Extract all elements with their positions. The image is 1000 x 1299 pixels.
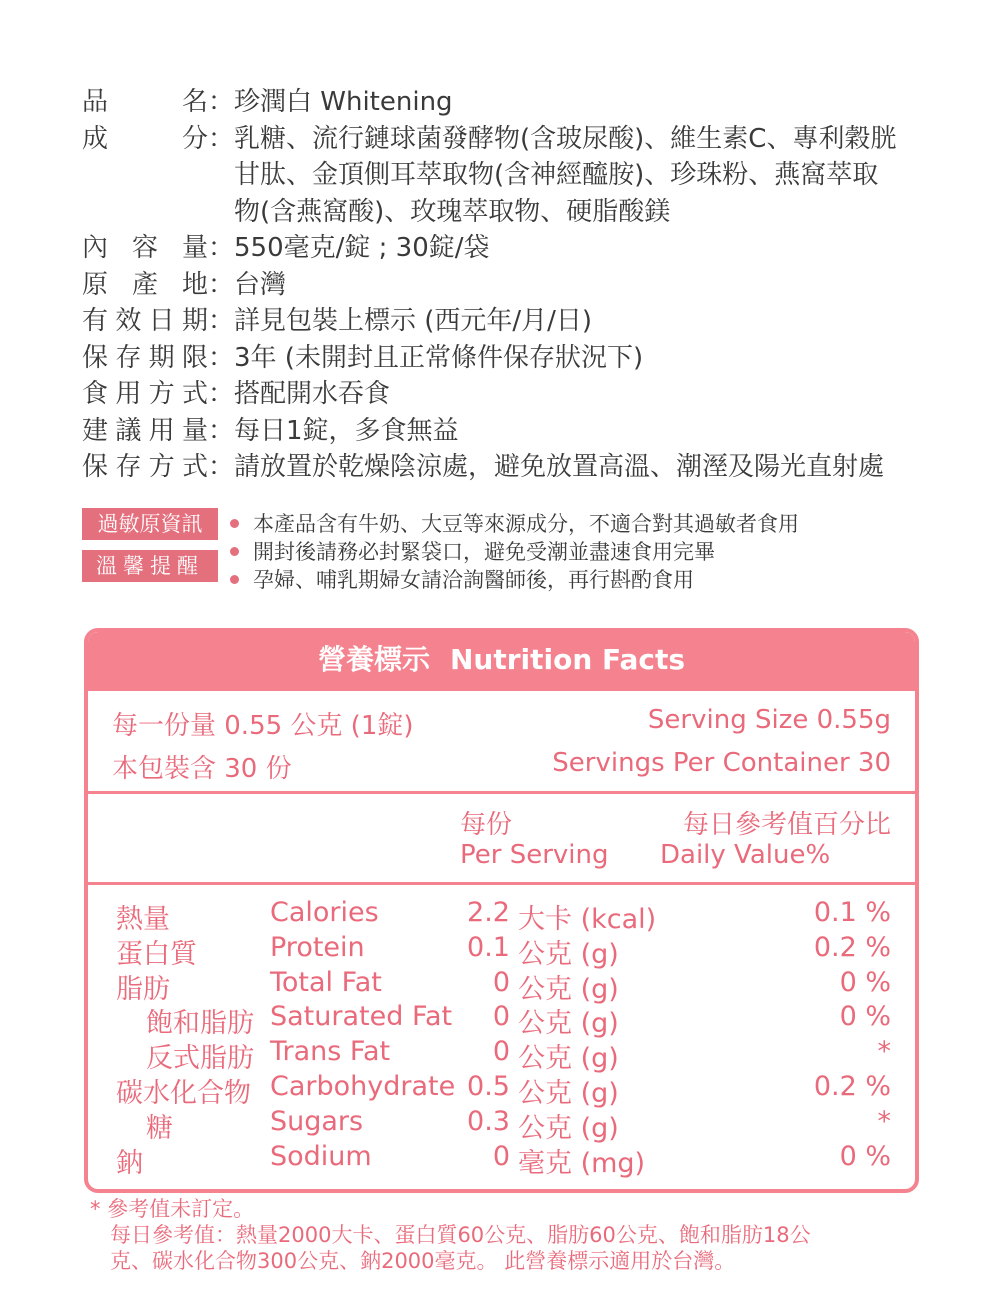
info-label [82,449,208,486]
servings-per-container-en: Servings Per Container 30 [552,748,891,778]
bullet-icon [230,575,239,584]
info-label-char: 成 [82,123,109,154]
info-colon: ： [208,415,235,446]
info-value-line: 3年 (未開封且正常條件保存狀況下) [234,342,644,373]
nutrient-name-zh: 碳水化合物 [116,1077,251,1109]
info-row [82,340,942,377]
footnote-line: 每日參考值：熱量2000大卡、蛋白質60公克、脂肪60公克、飽和脂肪18公 [110,1223,811,1247]
nutrient-amount: 0 [492,1140,510,1172]
nutrient-name-zh: 蛋白質 [116,938,197,970]
info-row [82,267,942,304]
info-row [82,121,942,231]
info-label [82,303,208,340]
nutrient-name-en: Calories [270,897,379,928]
info-colon: ： [208,342,235,373]
nutrient-row [88,1036,915,1075]
nutrient-name-zh: 反式脂肪 [146,1043,254,1075]
info-value-line: 詳見包裝上標示 (西元年/月/日) [234,306,593,336]
product-info [82,84,942,486]
info-colon: ： [208,306,235,336]
info-label-char: 存 [115,342,142,373]
info-value-line: 每日1錠，多食無益 [234,415,459,446]
nutrient-name-zh: 熱量 [116,904,170,935]
info-row [82,413,942,450]
serving-size-zh: 每一份量 0.55 公克 (1錠) [112,711,414,741]
info-value-line: 乳糖、流行鏈球菌發酵物(含玻尿酸)、維生素C、專利穀胱 [234,123,897,154]
info-row [82,303,942,340]
nutrient-name-zh: 糖 [146,1112,173,1144]
info-value-line: 甘肽、金頂側耳萃取物(含神經醯胺)、珍珠粉、燕窩萃取 [234,160,879,190]
footnote [90,1196,811,1274]
nutrition-facts-panel [84,628,919,1193]
nutrient-unit: 公克 (g) [518,1008,619,1040]
footnote-line: * 參考值未訂定。 [90,1197,255,1221]
nutrient-daily-value: * [877,1036,891,1068]
info-label-char: 式 [181,379,208,409]
reminder-note: 開封後請務必封緊袋口，避免受潮並盡速食用完畢 [230,538,715,566]
nutrient-daily-value: 0 % [839,1001,891,1033]
servings-per-container-zh: 本包裝含 30 份 [112,754,292,784]
info-label-char: 效 [115,306,142,336]
info-colon: ： [208,452,235,482]
info-label-char: 方 [148,379,175,409]
nutrient-name-en: Saturated Fat [270,1001,453,1033]
info-label [82,376,208,413]
info-label-char: 有 [82,306,109,336]
nutrient-row [88,931,915,970]
nutrient-name-en: Trans Fat [270,1036,391,1068]
info-label [82,84,208,121]
info-row [82,449,942,486]
nutrition-rows [88,885,915,1179]
footnote-line: 克、碳水化合物300公克、鈉2000毫克。 此營養標示適用於台灣。 [110,1249,736,1273]
nutrient-name-en: Protein [270,931,365,963]
info-row [82,230,942,267]
info-label-char: 限 [181,342,208,373]
info-label-char: 產 [131,269,158,300]
info-label-char: 食 [82,379,109,409]
info-label [82,413,208,450]
nutrient-unit: 大卡 (kcal) [518,904,657,935]
info-label [82,267,208,304]
nutrient-row [88,1140,915,1179]
info-label [82,230,208,267]
info-label-char: 日 [148,306,175,336]
reminder-note: 孕婦、哺乳期婦女請洽詢醫師後，再行斟酌食用 [230,566,694,594]
info-label-char: 分 [181,123,208,154]
info-value-line: 搭配開水吞食 [234,379,391,409]
nutrient-amount: 0.3 [467,1105,510,1137]
bullet-icon [230,519,239,528]
nutrient-amount: 0.5 [467,1070,510,1102]
nutrition-title: 營養標示 Nutrition Facts [88,632,915,688]
info-label [82,340,208,377]
nutrient-row [88,1070,915,1109]
nutrient-row [88,966,915,1005]
nutrient-name-zh: 脂肪 [116,973,170,1005]
nutrient-unit: 公克 (g) [518,1043,619,1075]
nutrient-unit: 公克 (g) [518,1112,619,1144]
info-label-char: 保 [82,452,109,482]
info-value [234,413,942,450]
serving-size-en: Serving Size 0.55g [647,705,891,735]
nutrient-name-en: Total Fat [270,966,382,998]
info-value-line: 珍潤白 Whitening [234,87,453,117]
allergy-note: 本產品含有牛奶、大豆等來源成分，不適合對其過敏者食用 [230,510,799,538]
nutrient-name-zh: 飽和脂肪 [146,1008,254,1040]
info-colon: ： [208,233,235,263]
nutrient-amount: 0 [492,966,510,998]
nutrient-unit: 公克 (g) [518,938,619,970]
nutrient-name-zh: 鈉 [116,1147,143,1179]
per-serving-zh: 每份 [460,810,513,840]
info-value [234,121,942,231]
info-row [82,376,942,413]
nutrient-unit: 公克 (g) [518,1077,619,1109]
nutrient-amount: 0 [492,1001,510,1033]
nutrient-amount: 0.1 [467,931,510,963]
nutrient-row [88,1105,915,1144]
allergy-info-tag: 過敏原資訊 [82,508,218,540]
warm-reminder-tag: 溫馨提醒 [82,550,218,582]
info-colon: ： [208,269,235,300]
info-colon: ： [208,87,235,117]
bullet-icon [230,547,239,556]
nutrient-row [88,1001,915,1040]
info-label-char: 品 [82,87,109,117]
daily-value-zh: 每日參考值百分比 [682,810,891,840]
info-label-char: 量 [181,415,208,446]
info-label-char: 議 [115,415,142,446]
nutrient-name-en: Carbohydrate [270,1070,456,1102]
per-serving-en: Per Serving [460,840,609,870]
nutrient-unit: 公克 (g) [518,973,619,1005]
info-value [234,376,942,413]
info-label-char: 容 [131,233,158,263]
info-label-char: 期 [181,306,208,336]
nutrient-daily-value: 0 % [839,1140,891,1172]
nutrient-daily-value: * [877,1105,891,1137]
info-label-char: 保 [82,342,109,373]
nutrient-daily-value: 0.2 % [813,931,891,963]
nutrient-name-en: Sugars [270,1105,364,1137]
info-value [234,340,942,377]
info-label-char: 用 [148,415,175,446]
info-value [234,230,942,267]
nutrient-daily-value: 0 % [839,966,891,998]
info-row [82,84,942,121]
info-label-char: 式 [181,452,208,482]
nutrient-unit: 毫克 (mg) [518,1147,646,1179]
info-label-char: 內 [82,233,109,263]
info-label-char: 原 [82,269,109,300]
info-label [82,121,208,231]
info-label-char: 存 [115,452,142,482]
daily-value-en: Daily Value% [660,840,831,870]
nutrient-row [88,897,915,935]
info-label-char: 名 [181,87,208,117]
nutrient-amount: 0 [492,1036,510,1068]
nutrient-amount: 2.2 [467,897,510,928]
info-label-char: 方 [148,452,175,482]
nutrient-daily-value: 0.2 % [813,1070,891,1102]
serving-info [88,688,915,794]
info-value [234,84,942,121]
info-colon: ： [208,379,235,409]
nutrient-name-en: Sodium [270,1140,372,1172]
info-value-line: 台灣 [234,269,287,300]
nutrition-header [88,794,915,885]
info-value-line: 550毫克/錠 ; 30錠/袋 [234,233,490,263]
info-value [234,267,942,304]
info-label-char: 用 [115,379,142,409]
info-value-line: 物(含燕窩酸)、玫瑰萃取物、硬脂酸鎂 [234,196,671,227]
info-label-char: 期 [148,342,175,373]
info-colon: ： [208,123,235,154]
info-label-char: 建 [82,415,109,446]
info-value [234,303,942,340]
info-value-line: 請放置於乾燥陰涼處，避免放置高溫、潮溼及陽光直射處 [234,452,885,482]
info-label-char: 地 [181,269,208,300]
nutrient-daily-value: 0.1 % [813,897,891,928]
info-value [234,449,942,486]
info-label-char: 量 [181,233,208,263]
